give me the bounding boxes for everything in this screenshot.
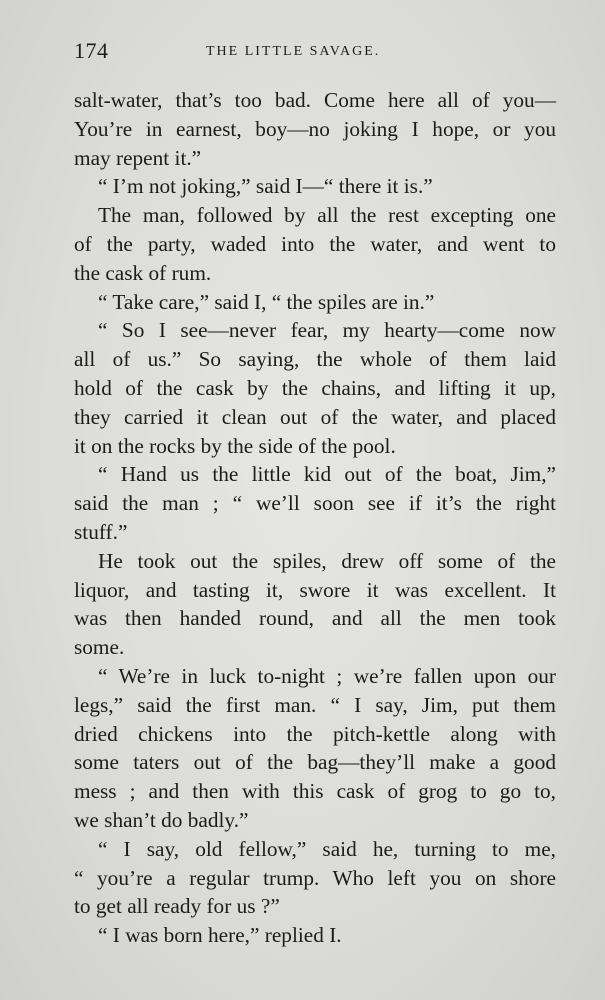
- text-line: “ So I see—never fear, my hearty—come now: [98, 318, 556, 343]
- text-line: “ I’m not joking,” said I—“ there it is.”: [98, 174, 433, 199]
- text-line: stuff.”: [74, 519, 128, 544]
- text-line: “ Take care,” said I, “ the spiles are in.”: [98, 289, 435, 314]
- text-line: You’re in earnest, boy—no joking I hope, or you: [74, 116, 556, 141]
- text-line: the cask of rum.: [74, 260, 212, 285]
- page-header: [74, 38, 557, 68]
- text-line: salt-water, that’s too bad. Come here all of you—: [74, 88, 556, 112]
- body-text: [74, 86, 556, 950]
- text-line: all of us.” So saying, the whole of them laid: [74, 347, 556, 372]
- text-line: The man, followed by all the rest excepting one: [98, 203, 556, 228]
- page-number: 174: [74, 38, 109, 63]
- text-line: hold of the cask by the chains, and lifting it up,: [74, 375, 556, 400]
- text-line: “ I was born here,” replied I.: [98, 923, 342, 948]
- running-head: THE LITTLE SAVAGE.: [206, 44, 381, 59]
- text-line: said the man ; “ we’ll soon see if it’s the right: [74, 491, 556, 516]
- text-line: they carried it clean out of the water, and placed: [74, 404, 556, 429]
- text-line: dried chickens into the pitch-kettle along with: [74, 721, 556, 746]
- text-line: we shan’t do badly.”: [74, 807, 249, 832]
- text-line: “ I say, old fellow,” said he, turning to me,: [98, 836, 556, 861]
- text-line: liquor, and tasting it, swore it was excellent. It: [74, 577, 556, 602]
- text-line: “ We’re in luck to-night ; we’re fallen upon our: [98, 663, 556, 688]
- text-line: may repent it.”: [74, 145, 202, 170]
- text-line: to get all ready for us ?”: [74, 894, 280, 919]
- text-line: it on the rocks by the side of the pool.: [74, 433, 396, 458]
- text-line: legs,” said the first man. “ I say, Jim, put them: [74, 692, 556, 717]
- text-line: of the party, waded into the water, and went to: [74, 231, 556, 256]
- text-line: some taters out of the bag—they’ll make a good: [74, 750, 556, 775]
- text-line: “ Hand us the little kid out of the boat, Jim,”: [98, 462, 556, 487]
- text-line: He took out the spiles, drew off some of the: [98, 548, 556, 573]
- text-line: mess ; and then with this cask of grog to go to,: [74, 779, 556, 804]
- text-line: “ you’re a regular trump. Who left you on shore: [74, 865, 556, 890]
- text-line: was then handed round, and all the men took: [74, 606, 556, 631]
- text-line: some.: [74, 635, 125, 660]
